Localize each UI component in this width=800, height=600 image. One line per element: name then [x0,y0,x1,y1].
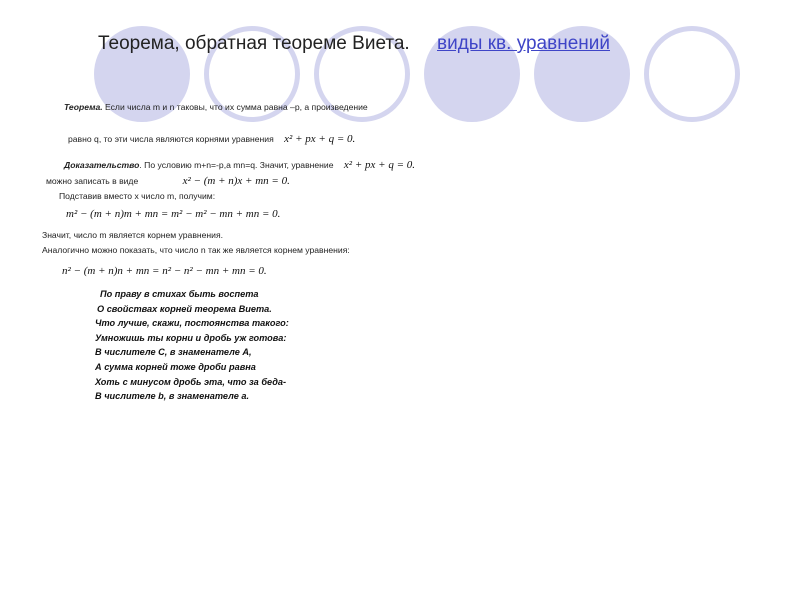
poem-line: Хоть с минусом дробь эта, что за беда- [95,376,287,387]
proof-text-4: Значит, число m является корнем уравнения. [42,230,223,240]
proof-text-5: Аналогично можно показать, что число n так же является корнем уравнения: [42,245,350,255]
proof-line-4 [42,230,223,240]
poem-line: О свойствах корней теорема Виета. [97,303,272,314]
theorem-text-2: равно q, то эти числа являются корнями уравнения [68,134,274,144]
theorem-line-1 [64,102,368,112]
theorem-label: Теорема. [64,102,103,112]
proof-line-1 [64,159,415,171]
proof-equation-2: x² − (m + n)x + mn = 0. [182,175,290,187]
page-title: Теорема, обратная теореме Виета. [98,33,410,54]
proof-line-3 [59,191,215,201]
poem-line: Что лучше, скажи, постоянства такого: [95,318,289,329]
title-row [98,33,610,55]
proof-text-2: можно записать в виде [46,176,139,186]
proof-equation-1: x² + px + q = 0. [343,159,415,171]
poem-line: В числителе b, в знаменателе a. [95,391,250,402]
poem-line: Умножишь ты корни и дробь уж готова: [95,332,287,343]
proof-equation-4: n² − (m + n)n + mn = n² − n² − mn + mn = 0. [62,265,267,277]
theorem-text-1: Если числа m и n таковы, что их сумма равна –p, а произведение [102,102,368,112]
proof-line-3-eq [66,208,280,220]
equation-types-link[interactable]: виды кв. уравнений [437,33,610,54]
theorem-equation: x² + px + q = 0. [284,133,356,145]
proof-text-3: Подставив вместо x число m, получим: [59,191,216,201]
proof-label: Доказательство [64,160,140,170]
proof-text-1: . По условию m+n=-p,a mn=q. Значит, уравнение [139,160,334,170]
poem-line: А сумма корней тоже дроби равна [95,361,256,372]
poem-line: По праву в стихах быть воспета [100,289,259,299]
proof-line-5-eq [62,265,267,277]
poem-line: В числителе С, в знаменателе А, [95,347,252,358]
proof-line-2 [46,175,290,187]
theorem-line-2 [68,133,355,145]
poem [95,287,289,404]
decorative-circle-6 [644,26,740,122]
proof-equation-3: m² − (m + n)m + mn = m² − m² − mn + mn = 0. [66,208,281,220]
proof-line-5 [42,245,350,255]
